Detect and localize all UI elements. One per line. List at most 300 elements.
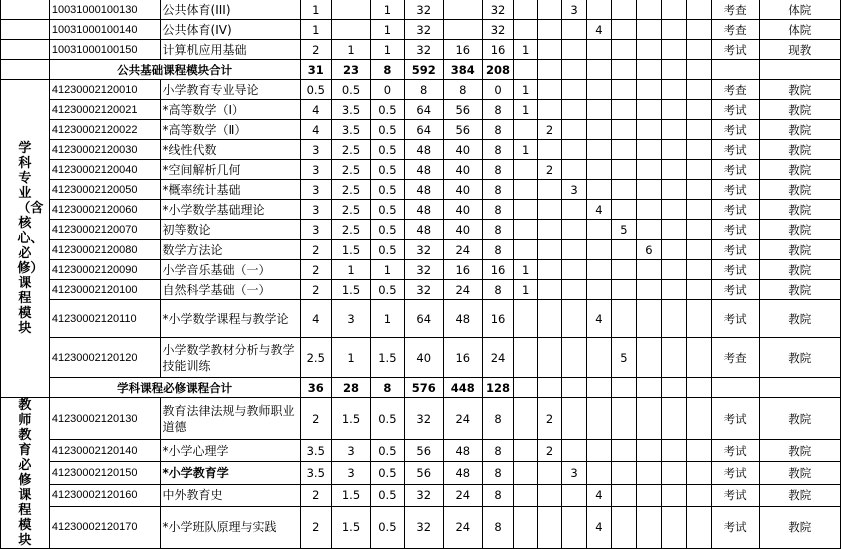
- semester-cell: [562, 338, 587, 378]
- cell-c2: 3.5: [331, 100, 370, 120]
- exam-type: [711, 60, 759, 80]
- cell-credit: 3.5: [300, 462, 331, 484]
- teacher-module-label: [1, 398, 50, 549]
- cell-c3: 0.5: [371, 140, 405, 160]
- semester-cell: 4: [586, 506, 611, 548]
- exam-type: 考试: [711, 398, 759, 440]
- exam-type: 考试: [711, 120, 759, 140]
- semester-cell: [586, 120, 611, 140]
- cell-c5: 24: [443, 240, 482, 260]
- semester-cell: [661, 60, 686, 80]
- teacher-module-label-text: 教师教育必修课程模块: [18, 398, 32, 548]
- semester-cell: [514, 220, 538, 240]
- course-row: [1, 100, 841, 120]
- semester-cell: [611, 398, 636, 440]
- department: 教院: [759, 200, 841, 220]
- semester-cell: 4: [586, 20, 611, 40]
- semester-cell: [586, 100, 611, 120]
- semester-cell: [586, 220, 611, 240]
- course-code: 41230002120140: [49, 440, 160, 462]
- course-code: 10031000100130: [49, 0, 160, 20]
- cell-total: 48: [404, 140, 443, 160]
- cell-c5: 16: [443, 40, 482, 60]
- cell-c6: 8: [482, 484, 513, 506]
- course-name: 小学教育专业导论: [160, 80, 300, 100]
- cell-c3: 0.5: [371, 160, 405, 180]
- department: 教院: [759, 260, 841, 280]
- cell-c2: 3.5: [331, 120, 370, 140]
- semester-cell: [661, 300, 686, 338]
- semester-cell: [661, 160, 686, 180]
- course-name: *小学心理学: [160, 440, 300, 462]
- cell-total: 32: [404, 20, 443, 40]
- semester-cell: [562, 60, 587, 80]
- cell-c5: 24: [443, 280, 482, 300]
- semester-cell: [586, 338, 611, 378]
- module-total-value: 28: [331, 378, 370, 398]
- cell-c2: 1: [331, 338, 370, 378]
- semester-cell: [636, 462, 661, 484]
- semester-cell: [686, 160, 711, 180]
- semester-cell: [636, 160, 661, 180]
- department: 教院: [759, 120, 841, 140]
- module-total-value: 31: [300, 60, 331, 80]
- course-name: 数学方法论: [160, 240, 300, 260]
- semester-cell: [562, 40, 587, 60]
- cell-c2: 2.5: [331, 200, 370, 220]
- semester-cell: [514, 0, 538, 20]
- semester-cell: [586, 40, 611, 60]
- semester-cell: [538, 506, 562, 548]
- course-name: 自然科学基础（一）: [160, 280, 300, 300]
- exam-type: 考试: [711, 140, 759, 160]
- cell-credit: 0.5: [300, 80, 331, 100]
- semester-cell: [661, 180, 686, 200]
- semester-cell: [586, 80, 611, 100]
- exam-type: 考查: [711, 20, 759, 40]
- cell-total: 56: [404, 462, 443, 484]
- semester-cell: [538, 338, 562, 378]
- semester-cell: [514, 506, 538, 548]
- semester-cell: [611, 200, 636, 220]
- semester-cell: 3: [562, 0, 587, 20]
- department: 教院: [759, 180, 841, 200]
- cell-total: 56: [404, 440, 443, 462]
- semester-cell: [636, 300, 661, 338]
- course-name: *小学数学课程与教学论: [160, 300, 300, 338]
- cell-c6: 8: [482, 120, 513, 140]
- course-code: 41230002120150: [49, 462, 160, 484]
- course-code: 41230002120030: [49, 140, 160, 160]
- semester-cell: [661, 200, 686, 220]
- course-code: 41230002120100: [49, 280, 160, 300]
- semester-cell: [538, 0, 562, 20]
- subject-module-label-text: 学科专业（含核心、必修）课程模块: [17, 141, 44, 336]
- semester-cell: [562, 120, 587, 140]
- cell-c5: 48: [443, 462, 482, 484]
- semester-cell: [661, 338, 686, 378]
- cell-c3: 0.5: [371, 220, 405, 240]
- department: 教院: [759, 300, 841, 338]
- department: 教院: [759, 398, 841, 440]
- cell-c3: 1: [371, 0, 405, 20]
- semester-cell: [514, 338, 538, 378]
- exam-type: 考查: [711, 0, 759, 20]
- course-name: *小学数学基础理论: [160, 200, 300, 220]
- semester-cell: [562, 260, 587, 280]
- exam-type: 考试: [711, 260, 759, 280]
- semester-cell: [562, 200, 587, 220]
- course-name: 中外教育史: [160, 484, 300, 506]
- semester-cell: [636, 280, 661, 300]
- cell-c5: 40: [443, 180, 482, 200]
- semester-cell: [514, 120, 538, 140]
- exam-type: 考查: [711, 338, 759, 378]
- cell-total: 40: [404, 338, 443, 378]
- exam-type: 考查: [711, 80, 759, 100]
- semester-cell: [686, 506, 711, 548]
- department: 教院: [759, 506, 841, 548]
- semester-cell: [636, 0, 661, 20]
- cell-c5: 24: [443, 484, 482, 506]
- exam-type: [711, 378, 759, 398]
- cell-c5: 40: [443, 140, 482, 160]
- cell-c6: 8: [482, 280, 513, 300]
- department: 教院: [759, 462, 841, 484]
- course-code: 10031000100140: [49, 20, 160, 40]
- department: 教院: [759, 220, 841, 240]
- semester-cell: [538, 300, 562, 338]
- course-code: 41230002120070: [49, 220, 160, 240]
- department: [759, 60, 841, 80]
- course-row: [1, 140, 841, 160]
- department: 教院: [759, 80, 841, 100]
- semester-cell: 2: [538, 440, 562, 462]
- semester-cell: [686, 120, 711, 140]
- course-row: [1, 260, 841, 280]
- semester-cell: [562, 140, 587, 160]
- course-name: 小学音乐基础（一）: [160, 260, 300, 280]
- course-row: [1, 120, 841, 140]
- department: 教院: [759, 240, 841, 260]
- semester-cell: [661, 120, 686, 140]
- semester-cell: [538, 260, 562, 280]
- semester-cell: [538, 140, 562, 160]
- cell-credit: 3.5: [300, 440, 331, 462]
- exam-type: 考试: [711, 40, 759, 60]
- semester-cell: [661, 20, 686, 40]
- cell-c2: 2.5: [331, 160, 370, 180]
- semester-cell: [562, 160, 587, 180]
- course-code: 41230002120090: [49, 260, 160, 280]
- cell-c5: 40: [443, 160, 482, 180]
- course-name: 计算机应用基础: [160, 40, 300, 60]
- semester-cell: [586, 378, 611, 398]
- semester-cell: [636, 60, 661, 80]
- cell-c6: 8: [482, 140, 513, 160]
- semester-cell: [514, 378, 538, 398]
- semester-cell: [611, 260, 636, 280]
- cell-credit: 3: [300, 140, 331, 160]
- course-code: 41230002120120: [49, 338, 160, 378]
- cell-c2: 2.5: [331, 180, 370, 200]
- semester-cell: [636, 120, 661, 140]
- semester-cell: [636, 100, 661, 120]
- cell-c6: 8: [482, 462, 513, 484]
- course-row: [1, 180, 841, 200]
- cell-c3: 0.5: [371, 200, 405, 220]
- cell-credit: 2: [300, 40, 331, 60]
- course-row: [1, 20, 841, 40]
- course-row: [1, 300, 841, 338]
- cell-credit: 3: [300, 180, 331, 200]
- cell-credit: 2: [300, 484, 331, 506]
- semester-cell: [586, 260, 611, 280]
- semester-cell: [562, 484, 587, 506]
- course-code: 41230002120040: [49, 160, 160, 180]
- module-total-value: 448: [443, 378, 482, 398]
- semester-cell: [661, 100, 686, 120]
- course-name: *线性代数: [160, 140, 300, 160]
- cell-total: 32: [404, 506, 443, 548]
- cell-total: 48: [404, 200, 443, 220]
- cell-credit: 3: [300, 200, 331, 220]
- semester-cell: [562, 220, 587, 240]
- cell-credit: 2: [300, 260, 331, 280]
- semester-cell: [611, 100, 636, 120]
- semester-cell: [538, 80, 562, 100]
- semester-cell: [586, 0, 611, 20]
- cell-c2: [331, 0, 370, 20]
- semester-cell: [686, 300, 711, 338]
- cell-c2: 3: [331, 462, 370, 484]
- cell-c2: 1: [331, 260, 370, 280]
- semester-cell: [611, 20, 636, 40]
- cell-c6: 32: [482, 0, 513, 20]
- course-row: [1, 398, 841, 440]
- course-row: [1, 160, 841, 180]
- course-name: *空间解析几何: [160, 160, 300, 180]
- semester-cell: [514, 20, 538, 40]
- semester-cell: 1: [514, 80, 538, 100]
- cell-c3: 1: [371, 300, 405, 338]
- semester-cell: [538, 200, 562, 220]
- semester-cell: [661, 484, 686, 506]
- semester-cell: [686, 20, 711, 40]
- course-row: [1, 200, 841, 220]
- cell-c6: 8: [482, 100, 513, 120]
- course-code: 41230002120080: [49, 240, 160, 260]
- exam-type: 考试: [711, 462, 759, 484]
- semester-cell: [661, 140, 686, 160]
- cell-c2: 3: [331, 440, 370, 462]
- semester-cell: [611, 120, 636, 140]
- semester-cell: [538, 20, 562, 40]
- exam-type: 考试: [711, 180, 759, 200]
- semester-cell: [538, 60, 562, 80]
- semester-cell: 1: [514, 260, 538, 280]
- course-name: *高等数学（Ⅱ）: [160, 120, 300, 140]
- course-row: [1, 462, 841, 484]
- cell-c2: [331, 20, 370, 40]
- semester-cell: 6: [636, 240, 661, 260]
- semester-cell: [686, 378, 711, 398]
- exam-type: 考试: [711, 280, 759, 300]
- semester-cell: [562, 378, 587, 398]
- cell-credit: 4: [300, 300, 331, 338]
- subject-module-label: [1, 80, 50, 398]
- course-row: [1, 80, 841, 100]
- semester-cell: [661, 440, 686, 462]
- course-row: [1, 220, 841, 240]
- department: 教院: [759, 140, 841, 160]
- department: 教院: [759, 160, 841, 180]
- course-name: *小学教育学: [160, 462, 300, 484]
- semester-cell: [562, 20, 587, 40]
- cell-c3: 0.5: [371, 100, 405, 120]
- semester-cell: [686, 140, 711, 160]
- course-name: *概率统计基础: [160, 180, 300, 200]
- module-total-value: 8: [371, 378, 405, 398]
- semester-cell: [514, 60, 538, 80]
- semester-cell: [686, 240, 711, 260]
- blank-cell: [1, 0, 50, 20]
- cell-c6: 8: [482, 160, 513, 180]
- cell-credit: 1: [300, 0, 331, 20]
- semester-cell: [611, 140, 636, 160]
- semester-cell: [611, 462, 636, 484]
- semester-cell: [538, 378, 562, 398]
- cell-c6: 0: [482, 80, 513, 100]
- semester-cell: [661, 40, 686, 60]
- cell-total: 64: [404, 100, 443, 120]
- cell-c5: 24: [443, 506, 482, 548]
- semester-cell: [538, 462, 562, 484]
- cell-c2: 0.5: [331, 80, 370, 100]
- cell-total: 64: [404, 300, 443, 338]
- semester-cell: [611, 0, 636, 20]
- semester-cell: [586, 60, 611, 80]
- exam-type: 考试: [711, 200, 759, 220]
- cell-total: 32: [404, 484, 443, 506]
- cell-credit: 2: [300, 280, 331, 300]
- cell-total: 32: [404, 240, 443, 260]
- semester-cell: 1: [514, 100, 538, 120]
- course-code: 41230002120022: [49, 120, 160, 140]
- semester-cell: 1: [514, 40, 538, 60]
- semester-cell: 4: [586, 200, 611, 220]
- cell-c6: 32: [482, 20, 513, 40]
- cell-c2: 1.5: [331, 484, 370, 506]
- semester-cell: [514, 484, 538, 506]
- semester-cell: [586, 180, 611, 200]
- semester-cell: [538, 484, 562, 506]
- semester-cell: [586, 160, 611, 180]
- semester-cell: [586, 462, 611, 484]
- department: 教院: [759, 100, 841, 120]
- semester-cell: 5: [611, 220, 636, 240]
- exam-type: 考试: [711, 300, 759, 338]
- cell-c6: 16: [482, 40, 513, 60]
- semester-cell: [661, 506, 686, 548]
- semester-cell: [686, 440, 711, 462]
- course-code: 41230002120050: [49, 180, 160, 200]
- department: 体院: [759, 0, 841, 20]
- department: 现教: [759, 40, 841, 60]
- course-name: 初等数论: [160, 220, 300, 240]
- cell-c6: 8: [482, 180, 513, 200]
- semester-cell: [636, 440, 661, 462]
- semester-cell: [586, 280, 611, 300]
- cell-total: 32: [404, 398, 443, 440]
- semester-cell: [636, 484, 661, 506]
- cell-total: 32: [404, 0, 443, 20]
- semester-cell: 1: [514, 140, 538, 160]
- cell-c5: 40: [443, 220, 482, 240]
- semester-cell: [686, 280, 711, 300]
- cell-c2: 1.5: [331, 280, 370, 300]
- semester-cell: 2: [538, 120, 562, 140]
- semester-cell: 2: [538, 398, 562, 440]
- semester-cell: [611, 300, 636, 338]
- module-total-value: 36: [300, 378, 331, 398]
- semester-cell: [636, 260, 661, 280]
- department: 体院: [759, 20, 841, 40]
- semester-cell: 3: [562, 462, 587, 484]
- course-row: [1, 280, 841, 300]
- semester-cell: [636, 506, 661, 548]
- cell-c2: 1.5: [331, 240, 370, 260]
- semester-cell: 2: [538, 160, 562, 180]
- course-row: [1, 338, 841, 378]
- cell-c3: 1: [371, 260, 405, 280]
- module-total-value: 576: [404, 378, 443, 398]
- cell-credit: 2: [300, 506, 331, 548]
- semester-cell: [562, 280, 587, 300]
- semester-cell: [514, 160, 538, 180]
- cell-total: 8: [404, 80, 443, 100]
- cell-c3: 0.5: [371, 240, 405, 260]
- semester-cell: [538, 180, 562, 200]
- exam-type: 考试: [711, 484, 759, 506]
- cell-c5: 48: [443, 300, 482, 338]
- exam-type: 考试: [711, 160, 759, 180]
- cell-c3: 0.5: [371, 280, 405, 300]
- cell-c2: 3: [331, 300, 370, 338]
- semester-cell: [661, 378, 686, 398]
- course-name: *小学班队原理与实践: [160, 506, 300, 548]
- cell-credit: 2: [300, 398, 331, 440]
- semester-cell: [636, 338, 661, 378]
- semester-cell: [636, 200, 661, 220]
- semester-cell: 4: [586, 484, 611, 506]
- course-name: 小学数学教材分析与教学技能训练: [160, 338, 300, 378]
- cell-c2: 2.5: [331, 220, 370, 240]
- department: 教院: [759, 280, 841, 300]
- course-name: 公共体育(III): [160, 0, 300, 20]
- cell-total: 32: [404, 40, 443, 60]
- cell-total: 48: [404, 220, 443, 240]
- course-code: 41230002120021: [49, 100, 160, 120]
- semester-cell: [611, 506, 636, 548]
- course-code: 41230002120130: [49, 398, 160, 440]
- semester-cell: [636, 20, 661, 40]
- semester-cell: [661, 220, 686, 240]
- cell-c5: 56: [443, 120, 482, 140]
- cell-credit: 1: [300, 20, 331, 40]
- semester-cell: [538, 280, 562, 300]
- semester-cell: [562, 80, 587, 100]
